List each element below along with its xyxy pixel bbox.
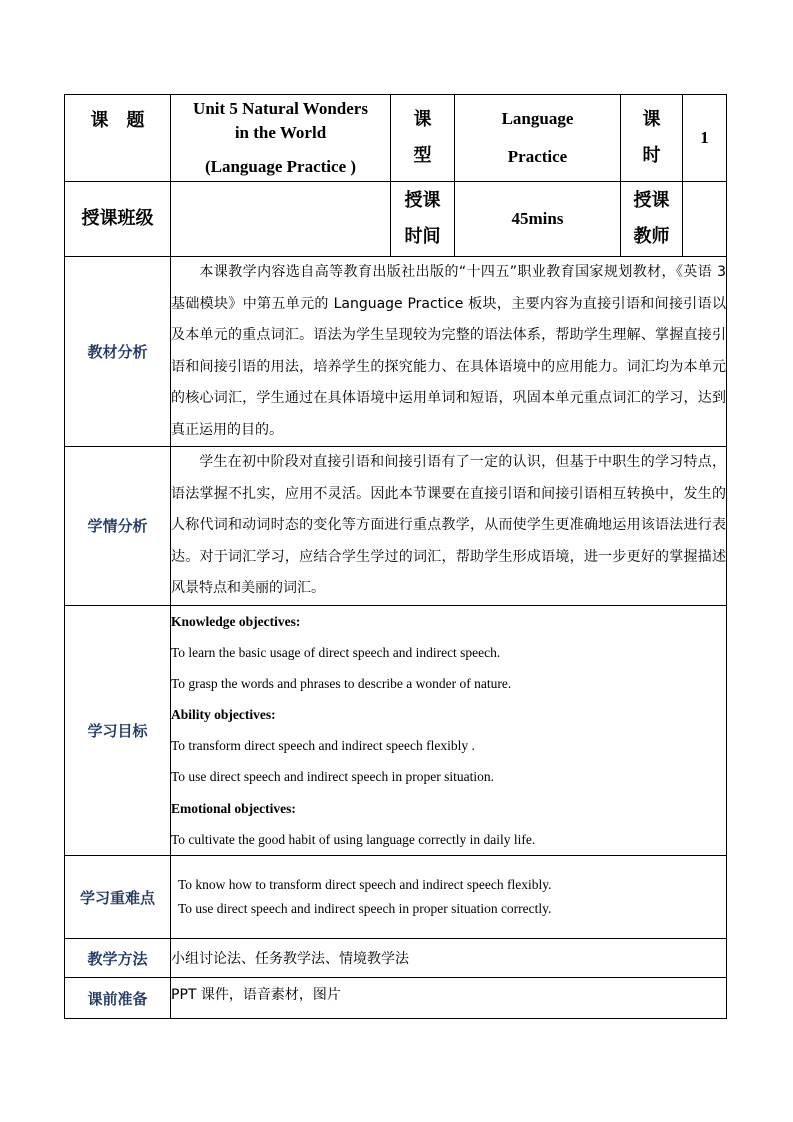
hours-value: 1 (683, 95, 727, 182)
difficulties-row (65, 856, 727, 939)
topic-label: 课 题 (65, 95, 171, 182)
methods-text: 小组讨论法、任务教学法、情境教学法 (171, 939, 727, 978)
material-row (65, 257, 727, 447)
class-row (65, 182, 727, 257)
preparation-label: 课前准备 (65, 978, 171, 1019)
objectives-cell (171, 605, 727, 856)
teacher-label-1: 授课 (633, 190, 670, 211)
knowledge-heading: Knowledge objectives: (171, 613, 301, 629)
methods-label: 教学方法 (65, 939, 171, 978)
class-value (171, 182, 391, 257)
ability-item-2: To use direct speech and indirect speech in proper situation. (171, 769, 494, 785)
material-text-cell (171, 257, 727, 447)
lesson-plan-table (64, 94, 727, 1019)
knowledge-item-1: To learn the basic usage of direct speech and indirect speech. (171, 644, 501, 660)
hours-label-cell (621, 95, 683, 182)
hours-label-2: 时 (642, 145, 661, 166)
time-value: 45mins (455, 182, 621, 257)
learners-row (65, 447, 727, 606)
hours-label-1: 课 (642, 109, 661, 130)
difficulty-line-2: To use direct speech and indirect speech in proper situation correctly. (178, 901, 552, 916)
time-label-1: 授课 (404, 190, 441, 211)
emotional-item-1: To cultivate the good habit of using language correctly in daily life. (171, 831, 536, 847)
ability-item-1: To transform direct speech and indirect speech flexibly . (171, 738, 475, 754)
ability-heading: Ability objectives: (171, 707, 276, 723)
learners-text: 学生在初中阶段对直接引语和间接引语有了一定的认识，但基于中职生的学习特点，语法掌握不扎实，应用不灵活。因此本节课要在直接引语和间接引语相互转换中，发生的人称代词和动词时态的变化等方面进行重点教学，从而使学生更准确地运用该语法进行表达。对于词汇学习，应结合学生学过的词汇，帮助学生形成语境，进一步更好的掌握描述风景特点和美丽的词汇。 (171, 454, 726, 596)
learners-label: 学情分析 (65, 447, 171, 606)
teacher-label-2: 教师 (633, 226, 670, 247)
time-label-cell (391, 182, 455, 257)
preparation-text: PPT 课件，语音素材，图片 (171, 978, 727, 1019)
material-text: 本课教学内容选自高等教育出版社出版的“十四五”职业教育国家规划教材，《英语 3 基础模块》中第五单元的 Language Practice 板块，主要内容为直接引语和间接引语以及本单元的重点词汇。语法为学生呈现较为完整的语法体系，帮助学生理解、掌握直接引语和间接引语的用法，培养学生的探究能力、在具体语境中的应用能力。词汇均为本单元的核心词汇，学生通过在具体语境中运用单词和短语，巩固本单元重点词汇的学习，达到真正运用的目的。 (171, 264, 726, 438)
type-label-1: 课 (413, 109, 432, 130)
topic-row (65, 95, 727, 182)
difficulties-cell (171, 856, 727, 939)
emotional-heading: Emotional objectives: (171, 800, 296, 816)
type-value-cell (455, 95, 621, 182)
material-label: 教材分析 (65, 257, 171, 447)
difficulties-label: 学习重难点 (65, 856, 171, 939)
class-label: 授课班级 (65, 182, 171, 257)
time-label-2: 时间 (404, 226, 441, 247)
type-value-1: Language (501, 109, 574, 128)
difficulty-line-1: To know how to transform direct speech and indirect speech flexibly. (178, 877, 552, 892)
type-value-2: Practice (507, 147, 568, 166)
learners-text-cell (171, 447, 727, 606)
lesson-title-line3: (Language Practice ) (204, 157, 357, 176)
type-label-cell (391, 95, 455, 182)
objectives-row (65, 605, 727, 856)
lesson-title-line1: Unit 5 Natural Wonders (193, 99, 368, 118)
type-label-2: 型 (413, 145, 432, 166)
teacher-label-cell (621, 182, 683, 257)
objectives-label: 学习目标 (65, 605, 171, 856)
teacher-value (683, 182, 727, 257)
preparation-row (65, 978, 727, 1019)
lesson-title-line2: in the World (234, 123, 327, 142)
methods-row (65, 939, 727, 978)
knowledge-item-2: To grasp the words and phrases to describe a wonder of nature. (171, 675, 512, 691)
lesson-title-cell (171, 95, 391, 182)
